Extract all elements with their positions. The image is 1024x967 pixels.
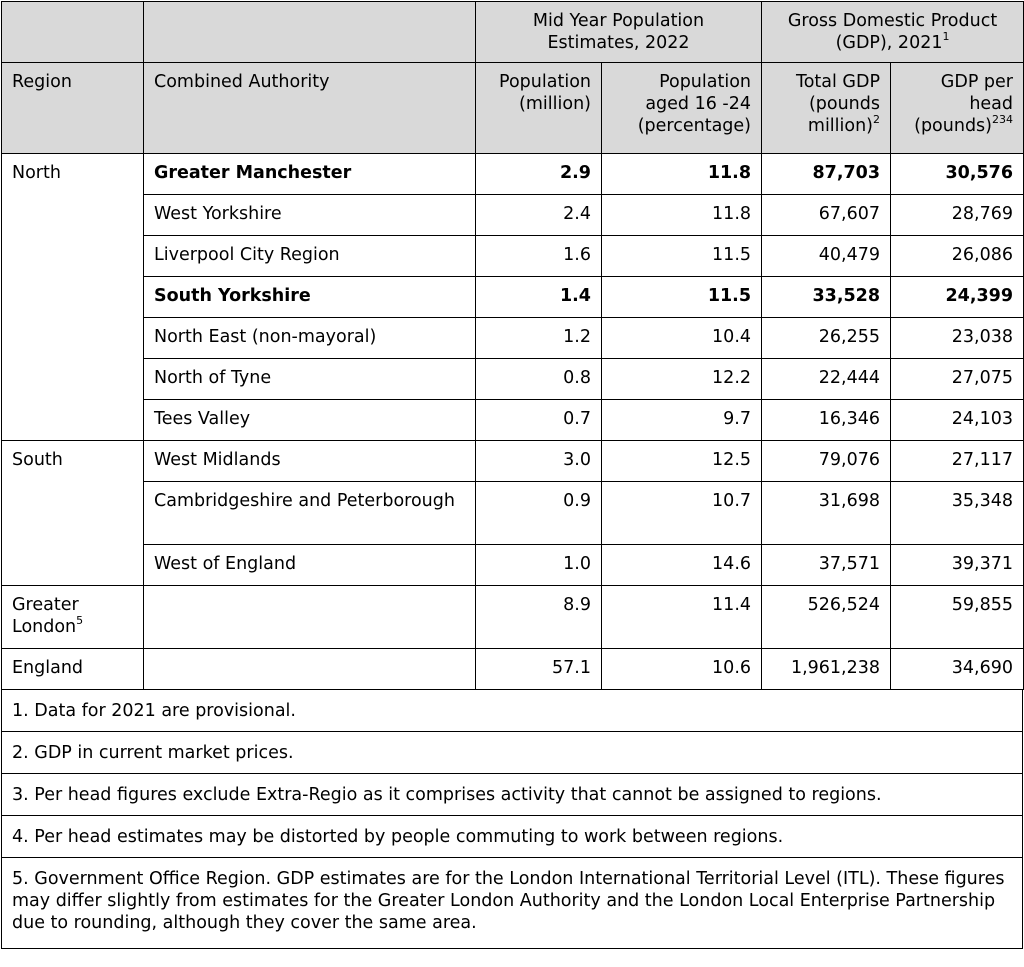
population-cell: 1.6 <box>476 236 602 277</box>
footnote: 5. Government Office Region. GDP estimates are for the London International Territorial Level (ITL). These figures may differ slightly from estimates for the Greater London Authority and the London Local Enterprise Partnership due to rounding, although they cover the same area. <box>12 869 1005 933</box>
total-gdp-column-header <box>762 63 891 154</box>
aged-cell: 11.5 <box>602 236 762 277</box>
footnote: 1. Data for 2021 are provisional. <box>2 690 1022 732</box>
aged-column-header: Population aged 16 -24 (percentage) <box>602 63 762 154</box>
population-cell: 1.4 <box>476 277 602 318</box>
total-gdp-cell: 37,571 <box>762 545 891 586</box>
table-row <box>2 359 1024 400</box>
footnote-ref: 1 <box>942 30 950 44</box>
gdp-head-cell: 28,769 <box>891 195 1024 236</box>
authority-cell: North East (non-mayoral) <box>144 318 476 359</box>
authority-cell <box>144 586 476 649</box>
gdp-head-cell: 26,086 <box>891 236 1024 277</box>
table-row <box>2 482 1024 545</box>
region-cell-south: South <box>2 441 144 586</box>
gdp-head-label: GDP per head (pounds) <box>914 72 1014 136</box>
population-column-header: Population (million) <box>476 63 602 154</box>
gdp-head-cell: 24,103 <box>891 400 1024 441</box>
footnotes <box>1 690 1023 949</box>
total-gdp-cell: 40,479 <box>762 236 891 277</box>
region-cell-england: England <box>2 649 144 690</box>
total-gdp-cell: 526,524 <box>762 586 891 649</box>
table-row <box>2 545 1024 586</box>
population-cell: 0.7 <box>476 400 602 441</box>
empty-header-cell <box>144 2 476 63</box>
total-gdp-cell: 1,961,238 <box>762 649 891 690</box>
footnote: 4. Per head estimates may be distorted by people commuting to work between regions. <box>2 816 1022 858</box>
population-cell: 0.8 <box>476 359 602 400</box>
authority-cell: West Yorkshire <box>144 195 476 236</box>
empty-header-cell <box>2 2 144 63</box>
table-row <box>2 154 1024 195</box>
header-group-row <box>2 2 1024 63</box>
aged-cell: 14.6 <box>602 545 762 586</box>
gdp-head-cell: 59,855 <box>891 586 1024 649</box>
total-gdp-cell: 16,346 <box>762 400 891 441</box>
population-cell: 0.9 <box>476 482 602 545</box>
table-row <box>2 195 1024 236</box>
region-column-header: Region <box>2 63 144 154</box>
region-cell-north: North <box>2 154 144 441</box>
authority-cell: West of England <box>144 545 476 586</box>
aged-cell: 11.4 <box>602 586 762 649</box>
table-row <box>2 277 1024 318</box>
footnote: 3. Per head figures exclude Extra-Regio as it comprises activity that cannot be assigned to regions. <box>2 774 1022 816</box>
statistics-table-document <box>1 1 1023 949</box>
total-gdp-cell: 33,528 <box>762 277 891 318</box>
footnote-ref: 234 <box>992 113 1014 127</box>
authority-cell: South Yorkshire <box>144 277 476 318</box>
region-label: Greater London <box>12 595 79 637</box>
total-gdp-cell: 26,255 <box>762 318 891 359</box>
authority-cell: Cambridgeshire and Peterborough <box>144 482 476 545</box>
aged-cell: 10.7 <box>602 482 762 545</box>
gdp-head-column-header <box>891 63 1024 154</box>
authority-cell: North of Tyne <box>144 359 476 400</box>
table-row <box>2 400 1024 441</box>
aged-cell: 11.8 <box>602 154 762 195</box>
gdp-group-label: Gross Domestic Product (GDP), 2021 <box>787 11 998 53</box>
aged-cell: 11.5 <box>602 277 762 318</box>
aged-cell: 10.4 <box>602 318 762 359</box>
authority-cell: Tees Valley <box>144 400 476 441</box>
column-header-row <box>2 63 1024 154</box>
aged-cell: 12.5 <box>602 441 762 482</box>
authority-cell: Liverpool City Region <box>144 236 476 277</box>
gdp-head-cell: 27,075 <box>891 359 1024 400</box>
total-gdp-cell: 31,698 <box>762 482 891 545</box>
aged-cell: 11.8 <box>602 195 762 236</box>
footnote-ref: 2 <box>873 113 881 127</box>
authority-cell: West Midlands <box>144 441 476 482</box>
gdp-group-header <box>762 2 1024 63</box>
authority-cell: Greater Manchester <box>144 154 476 195</box>
total-gdp-cell: 22,444 <box>762 359 891 400</box>
gdp-head-cell: 24,399 <box>891 277 1024 318</box>
table-row <box>2 586 1024 649</box>
gdp-head-cell: 39,371 <box>891 545 1024 586</box>
gdp-head-cell: 35,348 <box>891 482 1024 545</box>
gdp-head-cell: 27,117 <box>891 441 1024 482</box>
gdp-head-cell: 34,690 <box>891 649 1024 690</box>
aged-cell: 9.7 <box>602 400 762 441</box>
authority-column-header: Combined Authority <box>144 63 476 154</box>
population-cell: 1.2 <box>476 318 602 359</box>
table-row <box>2 236 1024 277</box>
total-gdp-cell: 87,703 <box>762 154 891 195</box>
population-cell: 57.1 <box>476 649 602 690</box>
gdp-head-cell: 23,038 <box>891 318 1024 359</box>
population-cell: 2.9 <box>476 154 602 195</box>
total-gdp-label: Total GDP (pounds million) <box>795 72 881 136</box>
aged-cell: 10.6 <box>602 649 762 690</box>
aged-cell: 12.2 <box>602 359 762 400</box>
table-row <box>2 649 1024 690</box>
population-cell: 3.0 <box>476 441 602 482</box>
population-gdp-table <box>1 1 1024 690</box>
table-row <box>2 318 1024 359</box>
population-cell: 2.4 <box>476 195 602 236</box>
table-row <box>2 441 1024 482</box>
footnote: 2. GDP in current market prices. <box>2 732 1022 774</box>
region-cell-london <box>2 586 144 649</box>
population-cell: 8.9 <box>476 586 602 649</box>
authority-cell <box>144 649 476 690</box>
population-cell: 1.0 <box>476 545 602 586</box>
population-group-header: Mid Year Population Estimates, 2022 <box>476 2 762 63</box>
total-gdp-cell: 79,076 <box>762 441 891 482</box>
footnote-ref: 5 <box>76 614 84 628</box>
gdp-head-cell: 30,576 <box>891 154 1024 195</box>
total-gdp-cell: 67,607 <box>762 195 891 236</box>
